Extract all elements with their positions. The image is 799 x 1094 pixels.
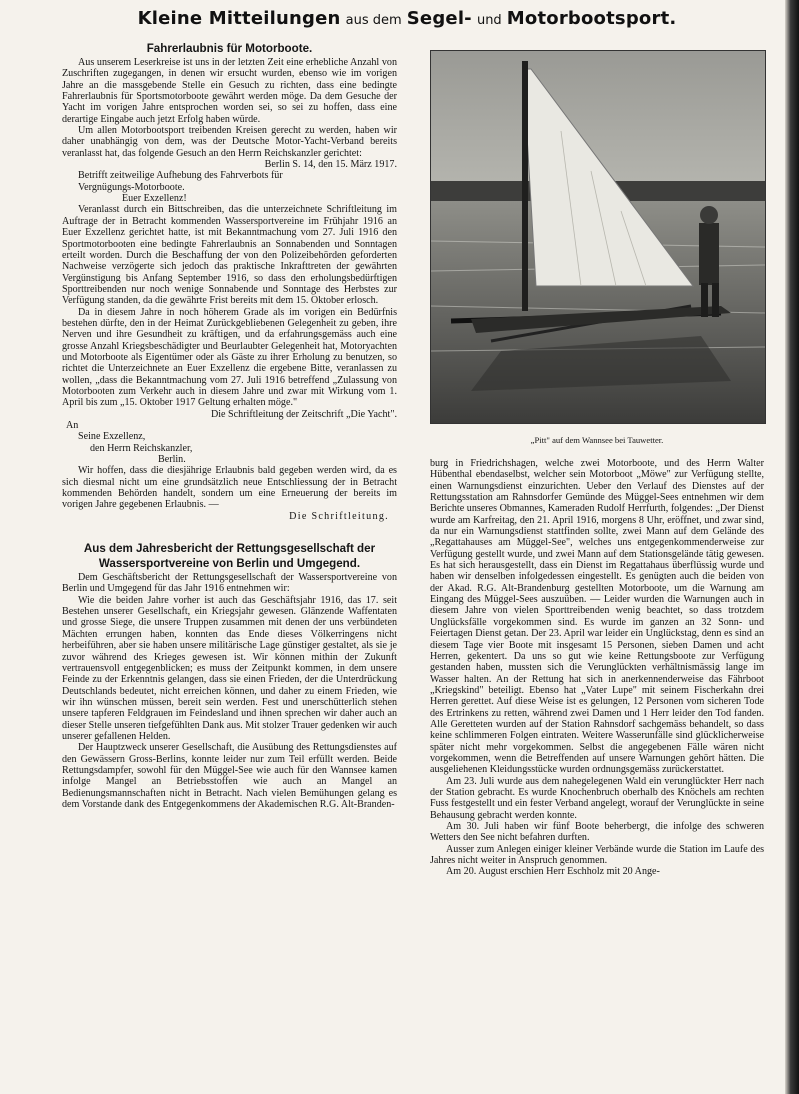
left-column: [62, 42, 397, 810]
letter-salutation: Euer Exzellenz!: [122, 193, 187, 205]
heading-part-2: aus dem: [345, 13, 402, 28]
right-paragraph-4: Ausser zum Anlegen einiger kleiner Verbände wurde die Station im Laufe des Jahres nicht weiter in Anspruch genommen.: [430, 843, 764, 867]
letter-subject: Betrifft zeitweilige Aufhebung des Fahrverbots für Vergnügungs-Motorboote.: [78, 170, 283, 193]
iceboat-photo: [430, 50, 766, 424]
heading-part-1: Kleine Mitteilungen: [137, 8, 341, 29]
address-line-3: den Herrn Reichskanzler,: [90, 442, 193, 454]
section2-title-line-1: Aus dem Jahresbericht der Rettungsgesellschaft der: [83, 542, 376, 556]
section1-paragraph-3: Veranlasst durch ein Bittschreiben, das die unterzeichnete Schriftleitung im Auftrage der in Betracht kommenden Wassersportvereine im Frühjahr 1916 an Euer Exzellenz gerichtet hatte, ist mit Bekanntmachung vom 27. Juli 1916 den Sportmotorbooten eine bedingte Fahrerlaubnis an Sonnabenden und Sonntagen erteilt worden. Durch die Beschaffung der von den Polizeibehörden geforderten Nachweise verzögerte sich jedoch das praktische Inkrafttreten der gewährten Vergünstigung bis Anfang September 1916, so dass den erholungsbedürftigen Sporttreibenden nur noch wenige Sonnabende und Sonntage des Herbstes zur Verfügung standen, da die gewährte Frist bereits mit dem 15. Oktober erlosch.: [62, 204, 397, 307]
address-line-2: Seine Exzellenz,: [78, 431, 146, 443]
right-paragraph-3: Am 30. Juli haben wir fünf Boote beherbergt, die infolge des schweren Wetters den See nicht befahren durften.: [430, 821, 764, 844]
letter-signature: Die Schriftleitung der Zeitschrift „Die Yacht".: [210, 408, 397, 420]
right-column: [430, 458, 764, 878]
address-line-4: Berlin.: [158, 454, 186, 466]
photo-caption: „Pitt" auf dem Wannsee bei Tauwetter.: [530, 435, 664, 445]
section1-title: Fahrerlaubnis für Motorboote.: [146, 42, 313, 55]
address-line-1: An: [66, 420, 79, 431]
section-separator: [62, 532, 397, 533]
page-heading: [62, 8, 752, 29]
section1-paragraph-4: Da in diesem Jahre in noch höherem Grade als im vorigen ein Bedürfnis bestehen dürfte, den in der Heimat Zurückgebliebenen Gelegenheit zu geben, ihre Nerven und ihre Gesundheit zu kräftigen, und da erfahrungsgemäss auch eine grosse Anzahl Kriegsbeschädigter und Beurlaubter Gelegenheit hat, Motoryachten und Motorboote als Eigentümer oder als Gäste zu ihrer Erholung zu benutzen, so richtet die Unterzeichnete an Euer Exzellenz die ergebene Bitte, veranlassen zu wollen, „dass die Bekanntmachung vom 27. Juli 1916 betreffend „Zulassung von Motorbooten zum Verkehr auch in diesem Jahre und zwar mit Wirkung vom 1. April bis zum „15. Oktober 1917 Geltung erhalten möge.": [62, 306, 397, 409]
heading-part-4: und: [476, 13, 502, 28]
section2-paragraph-2: Wie die beiden Jahre vorher ist auch das Geschäftsjahr 1916, das 17. seit Bestehen unserer Gesellschaft, ein Kriegsjahr gewesen. Glänzende Waffentaten und grosse Siege, die unsere Truppen zusammen mit denen der uns verbündeten Mächten errungen haben, konnten das Ende dieses Völkerringens nicht herbeiführen, aber sie haben unsere militärische Lage günstiger gestaltet, als sie je zuvor während des Krieges gewesen ist. Wir können mithin der Zukunft vertrauensvoll entgegenblicken; es muss der Zeitpunkt kommen, in dem unsere Feinde zu der Erkenntnis gelangen, dass sie einen Frieden, der die Unterdrückung Deutschlands bedeutet, nicht erreichen können, und daher zu einem Frieden, wie wir ihn wünschen müssen, bereit sein werden. Fest und unerschütterlich stehen unsere tapferen Feldgrauen im Feindesland und ihnen sprechen wir daher auch an dieser Stelle unseren tiefgefühlten Dank aus. Mit stolzer Trauer gedenken wir auch unserer gefallenen Helden.: [62, 594, 397, 742]
iceboat-illustration: [431, 51, 765, 423]
page-binding-edge: [785, 0, 799, 1094]
section2-paragraph-3: Der Hauptzweck unserer Gesellschaft, die Ausübung des Rettungsdienstes auf den Gewässern Gross-Berlins, konnte leider nur zum Teil erfüllt werden. Beide Rettungsdampfer, sowohl für den Müggel-See wie auch für den Wannsee kamen infolge Mangel an Betriebsstoffen wie auch an Mangel an Bedienungsmannschaften nicht in Betracht. Nach vielen Bemühungen gelang es dem Vorstande dank des Entgegenkommens der Akademischen R.G. Alt-Branden-: [62, 742, 397, 810]
section2-paragraph-1: Dem Geschäftsbericht der Rettungsgesellschaft der Wassersportvereine von Berlin und Umgegend für das Jahr 1916 entnehmen wir:: [62, 572, 397, 595]
section1-paragraph-2: Um allen Motorbootsport treibenden Kreisen gerecht zu werden, haben wir daher unabhängig von dem, was der Deutsche Motor-Yacht-Verband bereits veranlasst hat, das folgende Gesuch an den Herrn Reichskanzler gerichtet:: [62, 125, 397, 159]
right-paragraph-1: burg in Friedrichshagen, welche zwei Motorboote, und des Herrn Walter Hübenthal ebendaselbst, welcher sein Motorboot „Möwe" zur Verfügung stellte, einen Warnungsdienst einzurichten. Ueber den Verlauf des Dienstes auf der Rettungsstation am Rahnsdorfer Gemünde des Müggel-Sees entnehmen wir dem Berichte unseres Obmannes, Kameraden Rudolf Herrfurth, folgendes: „Der Dienst wurde am Karfreitag, den 21. April 1916, morgens 8 Uhr, eröffnet, und zwar sind, da nur ein Warnungsdienst stattfinden sollte, zwei Mann auf dem Gelände des „Regattahauses am Müggel-See", welches uns entgegenkommenderweise zur Verfügung gestellt wurde, und zwei Mann auf dem Stationsgelände tätig gewesen. Es hat sich herausgestellt, dass ein Dienst im Regattahaus überflüssig wurde und haben wir denselben infolgedessen eingestellt. Es genügten auch die beiden von der Akad. R.G. Alt-Brandenburg gestellten Motorboote, um die Warnung am Eingang des Müggel-Sees auszuüben. — Leider wurden die Warnungen auch in diesem Jahre von vielen Sporttreibenden wenig beachtet, so dass trotzdem Unglücksfälle vorgekommen sind. Es wurde im ganzen an 32 Sonn- und Feiertagen Dienst getan. Der 23. April war leider ein Unglückstag, denn es sind an diesem Tage vier Boote mit insgesamt 15 Personen, sieben Damen und acht Herren, gekentert. Da uns so gut wie keine Rettungsboote zur Verfügung gestanden haben, mussten sich die Verunglückten verhältnismässig lange im Wasser halten. An der Rettung hat sich in anerkennenderweise das Fährboot „Kriegskind" beteiligt. Ebenso hat „Vater Lupe" mit seinem Fischerkahn drei Herren gerettet. Auf diese Weise ist es gelungen, 12 Personen vom sicheren Tode des Ertrinkens zu retten, während zwei Damen und 1 Herr leider den Tod fanden. Alle Geretteten wurden auf der Station Rahnsdorf sachgemäss behandelt, so dass keine schlimmeren Folgen eintraten. Weitere Wasserunfälle sind glücklicherweise später nicht mehr vorgekommen. Selbst die angegebenen Fälle wären nicht vorgekommen, wenn die Betreffenden auf unsere Warnungen gehört hätten. Die ausgeliehenen Kleidungsstücke wurden ordnungsgemäss zurückerstattet.: [430, 458, 764, 776]
section2-title-line-2: Wassersportvereine von Berlin und Umgegend.: [98, 557, 361, 571]
heading-part-5: Motorbootsport.: [506, 8, 677, 29]
section1-paragraph-5: Wir hoffen, dass die diesjährige Erlaubnis bald gegeben werden wird, da es sich diesmal nicht um eine grundsätzlich neue Entschliessung der in Betracht kommenden Behörden handelt, sondern um eine Erneuerung der bereits im vorigen Jahre gegebenen Erlaubnis. —: [62, 465, 397, 511]
right-paragraph-2: Am 23. Juli wurde aus dem nahegelegenen Wald ein verunglückter Herr nach der Station gebracht. Es wurde Knochenbruch oberhalb des Knöchels am rechten Fuss festgestellt und ein fester Verband angelegt, worauf der Verunglückte in seine Behausung gebracht werden konnte.: [430, 775, 764, 821]
section1-paragraph-1: Aus unserem Leserkreise ist uns in der letzten Zeit eine erhebliche Anzahl von Zuschriften zugegangen, in denen wir ersucht wurden, ebenso wie im vorigen Jahre an die massgebende Stelle ein Gesuch zu richten, dass eine bedingte Fahrerlaubnis für Sportsmotorboote gewährt werden möge. Da dem Gesuche der Yacht im vorigen Jahre entsprochen worden sei, so sei zu hoffen, dass eine derartige Eingabe auch jetzt Erfolg haben würde.: [62, 57, 397, 125]
heading-part-3: Segel-: [406, 8, 472, 29]
letter-date: Berlin S. 14, den 15. März 1917.: [264, 159, 397, 171]
right-paragraph-5: Am 20. August erschien Herr Eschholz mit 20 Ange-: [446, 866, 660, 878]
editorial-signature: Die Schriftleitung.: [289, 510, 389, 522]
